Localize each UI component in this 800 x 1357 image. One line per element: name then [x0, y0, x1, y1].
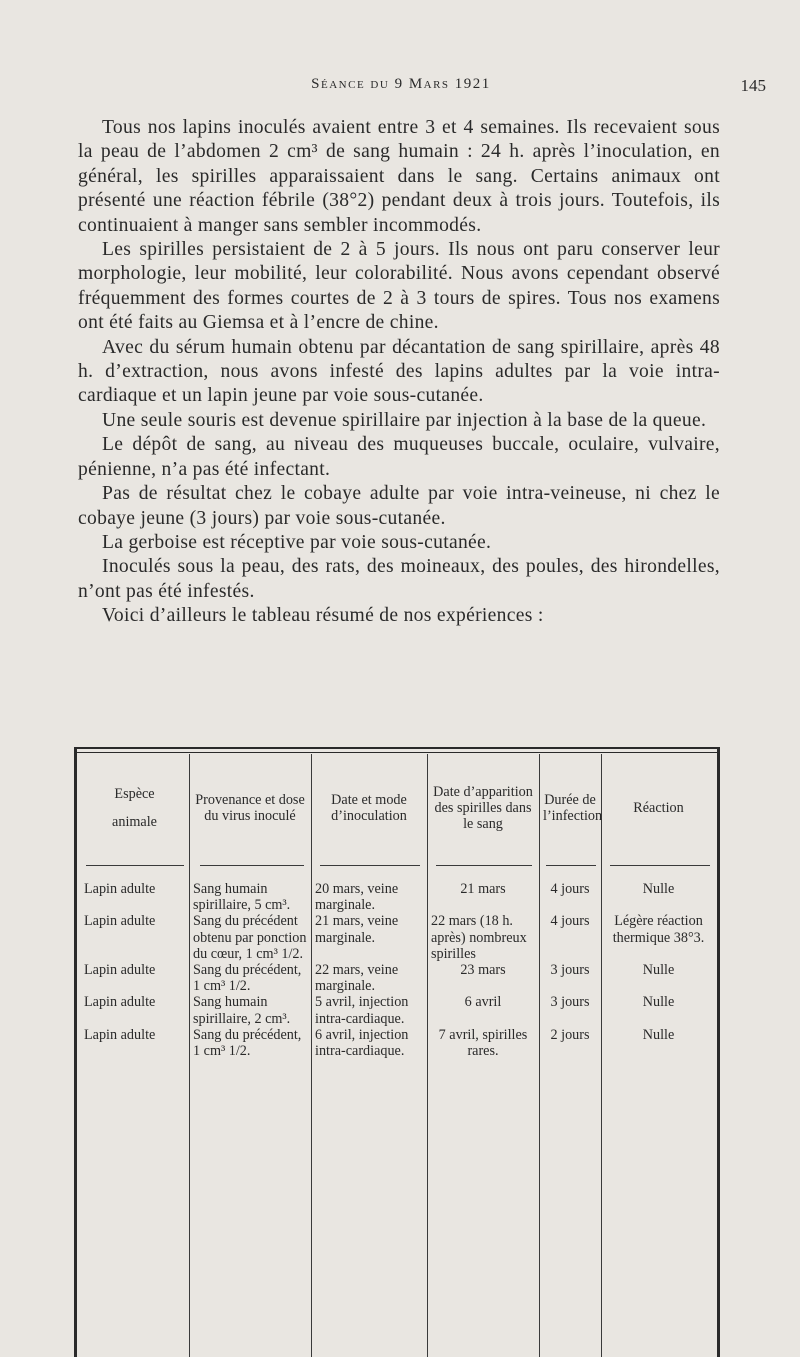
paragraph: Inoculés sous la peau, des rats, des moineaux, des poules, des hirondelles, n’ont pas été infestés. — [78, 556, 720, 602]
cell-appearance: 7 avril, spirilles rares. — [438, 1026, 528, 1060]
table-top-rule — [74, 747, 720, 749]
cell-appearance: 6 avril — [464, 994, 502, 1011]
column-header-reaction: Réaction — [633, 799, 684, 816]
cell-source: Sang du précédent, 1 cm³ 1/2. — [193, 1026, 302, 1060]
table-right-rule — [717, 747, 720, 1357]
paragraph: La gerboise est réceptive par voie sous-cutanée. — [102, 531, 492, 553]
cell-source: Sang humain spirillaire, 5 cm³. — [193, 881, 291, 914]
paragraph: Une seule souris est devenue spirillaire par injection à la base de la queue. — [102, 409, 707, 431]
cell-source: Sang du précédent, 1 cm³ 1/2. — [193, 962, 302, 995]
cell-appearance: 21 mars — [460, 881, 506, 897]
paragraph: Tous nos lapins inoculés avaient entre 3 et 4 semaines. Ils recevaient sous la peau de l’abdomen 2 cm³ de sang humain : 24 h. après l’inoculation, en général, les spirilles apparaissaient dans le sang. Certains animaux ont présenté une réaction fébrile (38°2) pendant deux à trois jours. Toutefois, ils continuaient à manger sans sembler incommodés. — [78, 117, 720, 236]
table-row — [80, 913, 716, 962]
cell-reaction: Nulle — [642, 881, 675, 897]
cell-reaction: Nulle — [642, 962, 675, 979]
paragraph: Pas de résultat chez le cobaye adulte par voie intra-veineuse, ni chez le cobaye jeune (3 jours) par voie sous-cutanée. — [78, 483, 720, 529]
cell-inoculation: 5 avril, injection intra-cardiaque. — [315, 994, 409, 1027]
cell-duration: 2 jours — [550, 1026, 590, 1043]
cell-duration: 3 jours — [550, 962, 590, 979]
cell-species: Lapin adulte — [84, 881, 156, 897]
cell-inoculation: 6 avril, injection intra-cardiaque. — [315, 1026, 409, 1060]
results-table — [80, 755, 716, 1059]
cell-species: Lapin adulte — [84, 913, 156, 930]
page-number: 145 — [740, 76, 766, 95]
column-header-species: Espèce animale — [112, 786, 157, 830]
cell-appearance: 23 mars — [460, 962, 506, 979]
paragraph: Le dépôt de sang, au niveau des muqueuses buccale, oculaire, vulvaire, pénienne, n’a pas été infectant. — [78, 434, 720, 480]
body-text — [78, 116, 720, 629]
cell-inoculation: 22 mars, veine marginale. — [315, 962, 399, 995]
cell-reaction: Nulle — [642, 994, 675, 1011]
cell-species: Lapin adulte — [84, 1026, 156, 1043]
table-header-row — [80, 755, 716, 861]
paragraph: Les spirilles persistaient de 2 à 5 jours. Ils nous ont paru conserver leur morphologie, leur mobilité, leur colorabilité. Nous avons cependant observé fréquemment des formes courtes de 2 à 3 tours de spires. Tous nos examens ont été faits au Giemsa et à l’encre de chine. — [78, 239, 720, 334]
cell-species: Lapin adulte — [84, 994, 156, 1011]
table-row — [80, 962, 716, 994]
table-row — [80, 1027, 716, 1059]
cell-source: Sang humain spirillaire, 2 cm³. — [193, 994, 291, 1027]
column-header-appearance: Date d’apparition des spirilles dans le sang — [433, 783, 533, 833]
results-table-frame — [74, 747, 720, 1357]
cell-duration: 4 jours — [550, 913, 590, 930]
cell-duration: 4 jours — [550, 881, 590, 897]
running-header — [78, 76, 766, 102]
paragraph: Avec du sérum humain obtenu par décantation de sang spirillaire, après 48 h. d’extraction, nous avons infesté des lapins adultes par la voie intra-cardiaque et un lapin jeune par voie sous-cutanée. — [78, 336, 720, 407]
cell-reaction: Légère réaction thermique 38°3. — [612, 913, 705, 946]
cell-species: Lapin adulte — [84, 962, 156, 979]
paragraph: Voici d’ailleurs le tableau résumé de nos expériences : — [102, 605, 544, 627]
table-row — [80, 994, 716, 1026]
header-title: Séance du 9 Mars 1921 — [311, 76, 491, 92]
cell-inoculation: 21 mars, veine marginale. — [315, 913, 399, 946]
column-header-inoculation: Date et mode d’inoculation — [331, 791, 407, 824]
cell-duration: 3 jours — [550, 994, 590, 1011]
column-header-duration: Durée de l’infection — [543, 791, 603, 824]
cell-appearance: 22 mars (18 h. après) nombreux spirilles — [431, 913, 527, 962]
cell-source: Sang du précédent obtenu par ponction du cœur, 1 cm³ 1/2. — [193, 913, 307, 962]
cell-inoculation: 20 mars, veine marginale. — [315, 881, 399, 914]
table-top-rule-thin — [74, 752, 720, 753]
cell-reaction: Nulle — [642, 1026, 675, 1043]
table-left-rule — [74, 747, 77, 1357]
column-header-source: Provenance et dose du virus inoculé — [195, 791, 305, 824]
table-row — [80, 881, 716, 913]
